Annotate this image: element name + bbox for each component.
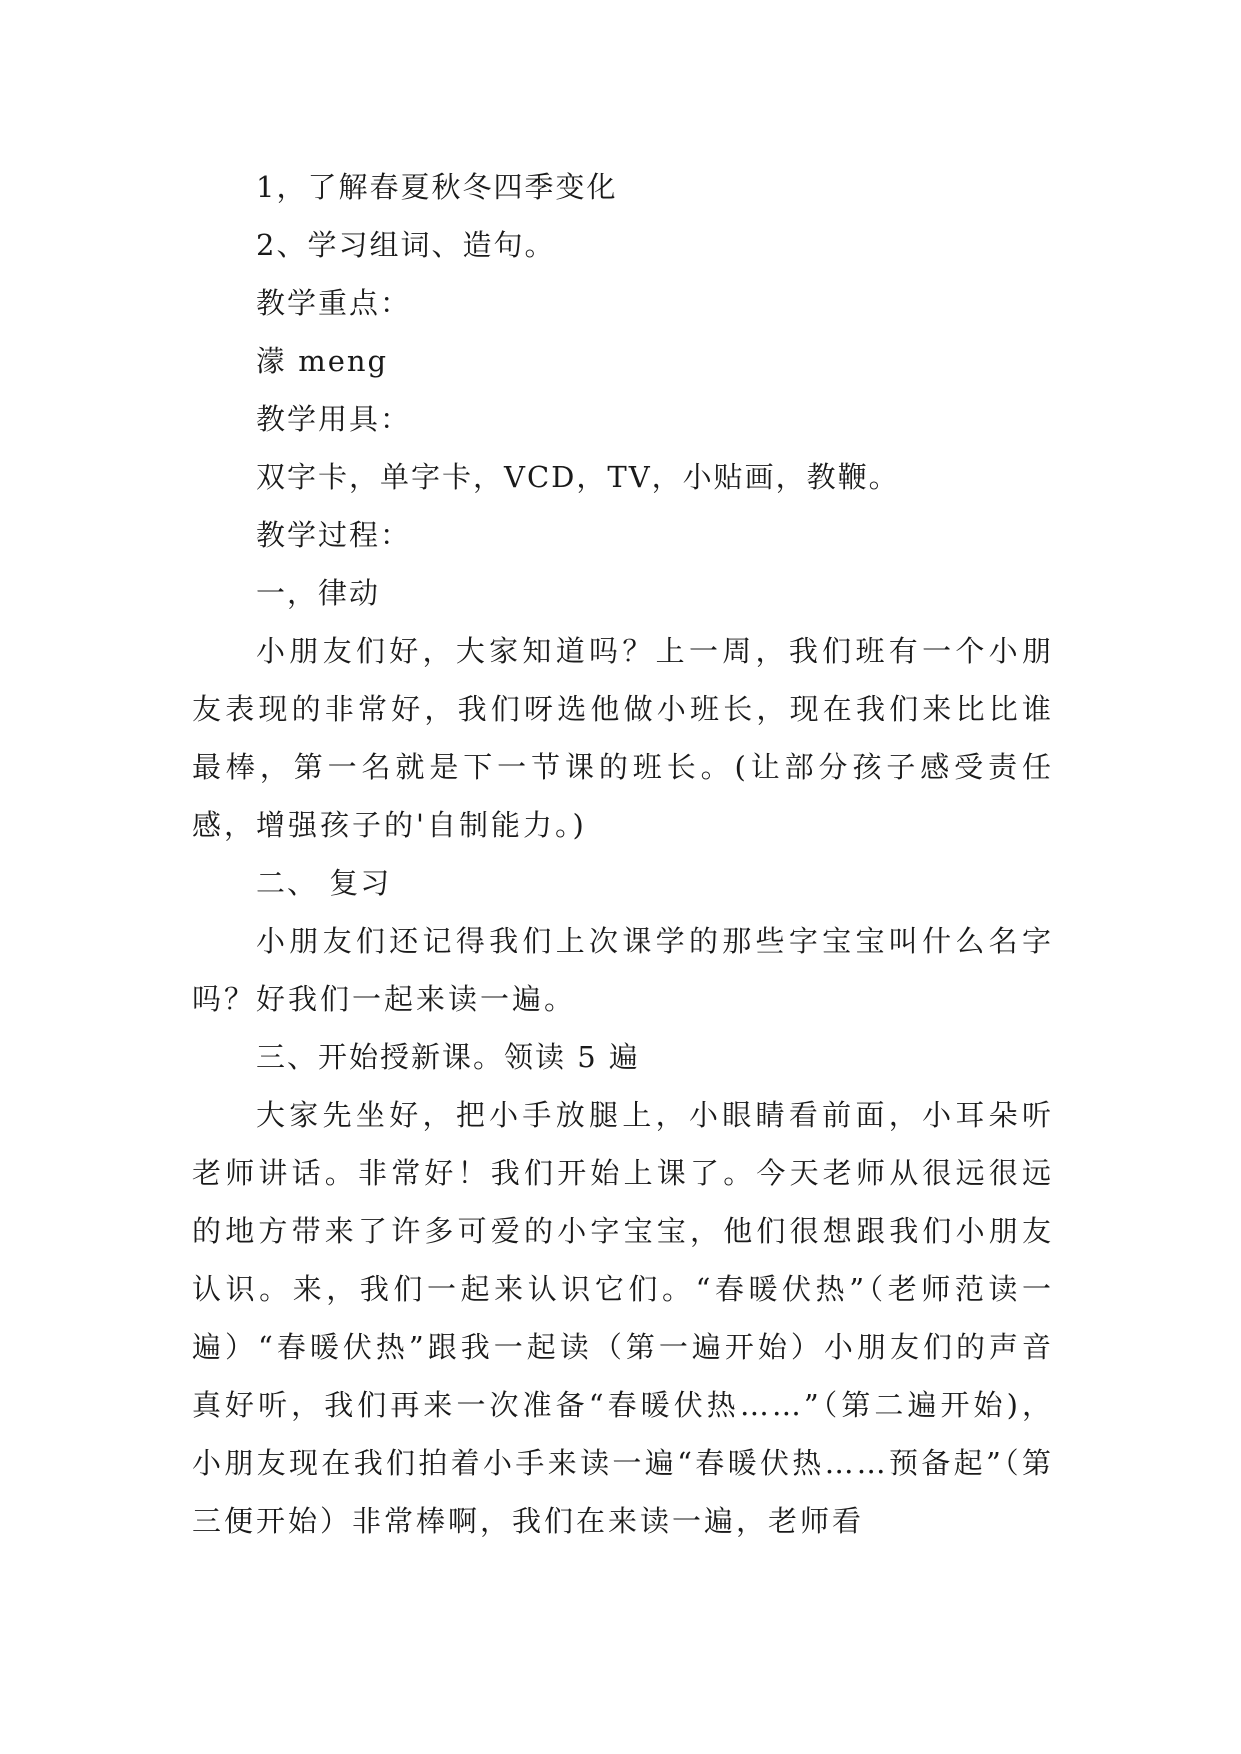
step-3-paragraph: 大家先坐好，把小手放腿上，小眼睛看前面，小耳朵听老师讲话。非常好！我们开始上课了。今天老师从很远很远的地方带来了许多可爱的小字宝宝，他们很想跟我们小朋友认识。来，我们一起来认识它们。“春暖伏热”（老师范读一遍）“春暖伏热”跟我一起读（第一遍开始）小朋友们的声音真好听，我们再来一次准备“春暖伏热……”（第二遍开始)，小朋友现在我们拍着小手来读一遍“春暖伏热……预备起”（第三便开始）非常棒啊，我们在来读一遍，老师看 xyxy=(192,1098,1054,1538)
teaching-tools-item: 双字卡，单字卡，VCD，TV，小贴画，教鞭。 xyxy=(256,460,900,494)
step-2-heading: 二、 复习 xyxy=(256,866,392,900)
step-1-heading: 一，律动 xyxy=(256,576,381,610)
step-2-paragraph: 小朋友们还记得我们上次课学的那些字宝宝叫什么名字吗？好我们一起来读一遍。 xyxy=(192,924,1054,1016)
document-body xyxy=(192,158,1054,1550)
step-1-paragraph: 小朋友们好，大家知道吗？上一周，我们班有一个小朋友表现的非常好，我们呀选他做小班长，现在我们来比比谁最棒，第一名就是下一节课的班长。(让部分孩子感受责任感，增强孩子的'自制能力。) xyxy=(192,634,1054,842)
goal-1: 1，了解春夏秋冬四季变化 xyxy=(256,170,618,204)
teaching-process-heading: 教学过程： xyxy=(256,518,412,552)
goal-2: 2、学习组词、造句。 xyxy=(256,228,556,262)
step-3-heading: 三、开始授新课。领读 5 遍 xyxy=(256,1040,640,1074)
key-points-item: 濛 meng xyxy=(256,344,389,378)
teaching-tools-heading: 教学用具： xyxy=(256,402,412,436)
key-points-heading: 教学重点： xyxy=(256,286,412,320)
